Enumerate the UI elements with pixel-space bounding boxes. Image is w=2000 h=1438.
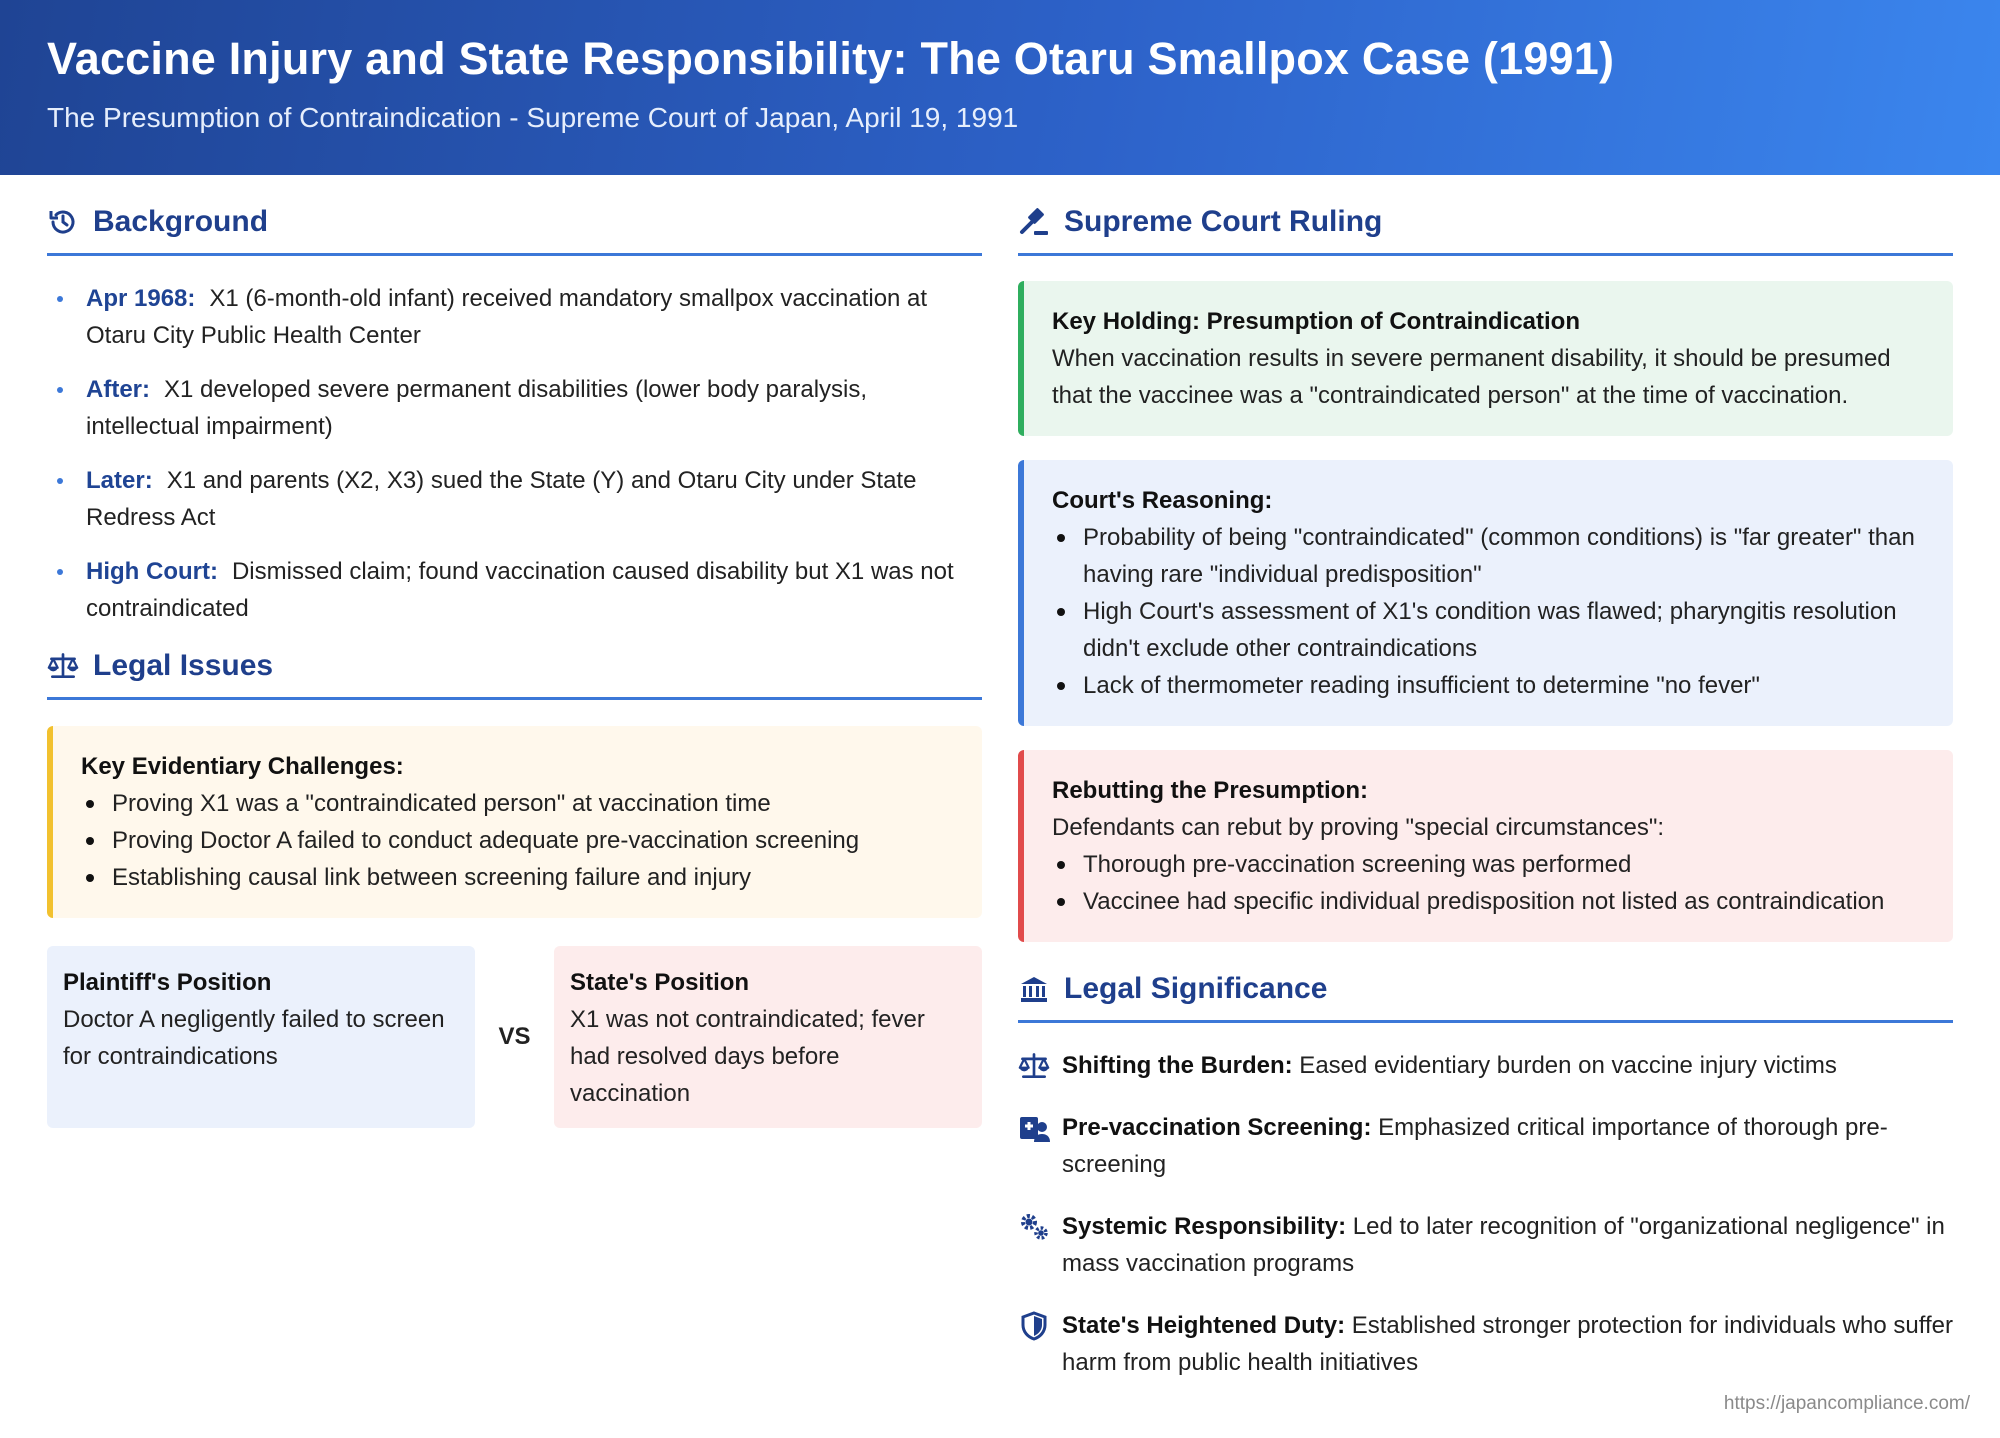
page-title: Vaccine Injury and State Responsibility: The Otaru Smallpox Case (1991) — [47, 33, 1615, 84]
page-header — [0, 0, 2000, 175]
significance-item-systemic: Systemic Responsibility: Led to later recognition of "organizational negligence" in mass vaccination programs — [1018, 1208, 1953, 1282]
vs-label: VS — [498, 1023, 531, 1050]
gavel-icon — [1018, 206, 1050, 238]
left-column — [47, 205, 982, 1128]
page-subtitle: The Presumption of Contraindication - Supreme Court of Japan, April 19, 1991 — [47, 102, 1019, 133]
list-item: Proving Doctor A failed to conduct adequate pre-vaccination screening — [81, 822, 954, 859]
list-item: Thorough pre-vaccination screening was performed — [1052, 846, 1925, 883]
positions-comparison — [47, 946, 982, 1128]
key-holding-box: Key Holding: Presumption of Contraindication When vaccination results in severe permanent disability, it should be presumed that the vaccinee was a "contraindicated person" at the time of vaccination. — [1018, 281, 1953, 436]
significance-item-screening: Pre-vaccination Screening: Emphasized critical importance of thorough pre-screening — [1018, 1109, 1953, 1183]
court-reasoning-box: Court's Reasoning: Probability of being "contraindicated" (common conditions) is "far greater" than having rare "individual predisposition" High Court's assessment of X1's condition was flawed; pharyngitis resolution didn't exclude other contraindications Lack of thermometer reading insufficient to determine "no fever" — [1018, 460, 1953, 726]
landmark-icon — [1018, 973, 1050, 1005]
background-section-title: Background — [47, 205, 982, 256]
footer-url: https://japancompliance.com/ — [1723, 1393, 1970, 1414]
evidentiary-challenges-box: Key Evidentiary Challenges: Proving X1 was a "contraindicated person" at vaccination time Proving Doctor A failed to conduct adequate pre-vaccination screening Establishing causal link between screening failure and injury — [47, 726, 982, 918]
shield-icon — [1018, 1310, 1050, 1342]
right-column — [1018, 205, 1953, 1406]
list-item: High Court: Dismissed claim; found vaccination caused disability but X1 was not contraindicated — [47, 553, 982, 627]
history-icon — [47, 206, 79, 238]
list-item: Establishing causal link between screening failure and injury — [81, 859, 954, 896]
plaintiff-position-box: Plaintiff's Position Doctor A negligently failed to screen for contraindications — [47, 946, 475, 1128]
rebuttal-box: Rebutting the Presumption: Defendants can rebut by proving "special circumstances": Thorough pre-vaccination screening was performed Vaccinee had specific individual predisposition not listed as contraindication — [1018, 750, 1953, 942]
legal-issues-section-title: Legal Issues — [47, 649, 982, 700]
significance-section-title: Legal Significance — [1018, 972, 1953, 1023]
list-item: Apr 1968: X1 (6-month-old infant) received mandatory smallpox vaccination at Otaru City Public Health Center — [47, 280, 982, 354]
list-item: High Court's assessment of X1's condition was flawed; pharyngitis resolution didn't exclude other contraindications — [1052, 593, 1925, 667]
state-position-box: State's Position X1 was not contraindicated; fever had resolved days before vaccination — [554, 946, 982, 1128]
ruling-section-title: Supreme Court Ruling — [1018, 205, 1953, 256]
medical-screening-icon — [1018, 1112, 1050, 1144]
list-item: Vaccinee had specific individual predisposition not listed as contraindication — [1052, 883, 1925, 920]
background-list — [47, 280, 982, 627]
list-item: Lack of thermometer reading insufficient to determine "no fever" — [1052, 667, 1925, 704]
significance-item-burden: Shifting the Burden: Eased evidentiary burden on vaccine injury victims — [1018, 1047, 1953, 1084]
gears-icon — [1018, 1211, 1050, 1243]
list-item: After: X1 developed severe permanent disabilities (lower body paralysis, intellectual impairment) — [47, 371, 982, 445]
significance-item-duty: State's Heightened Duty: Established stronger protection for individuals who suffer harm from public health initiatives — [1018, 1307, 1953, 1381]
significance-list — [1018, 1047, 1953, 1381]
balance-scale-icon — [47, 650, 79, 682]
list-item: Probability of being "contraindicated" (common conditions) is "far greater" than having rare "individual predisposition" — [1052, 519, 1925, 593]
balance-scale-icon — [1018, 1050, 1050, 1082]
list-item: Later: X1 and parents (X2, X3) sued the State (Y) and Otaru City under State Redress Act — [47, 462, 982, 536]
list-item: Proving X1 was a "contraindicated person" at vaccination time — [81, 785, 954, 822]
